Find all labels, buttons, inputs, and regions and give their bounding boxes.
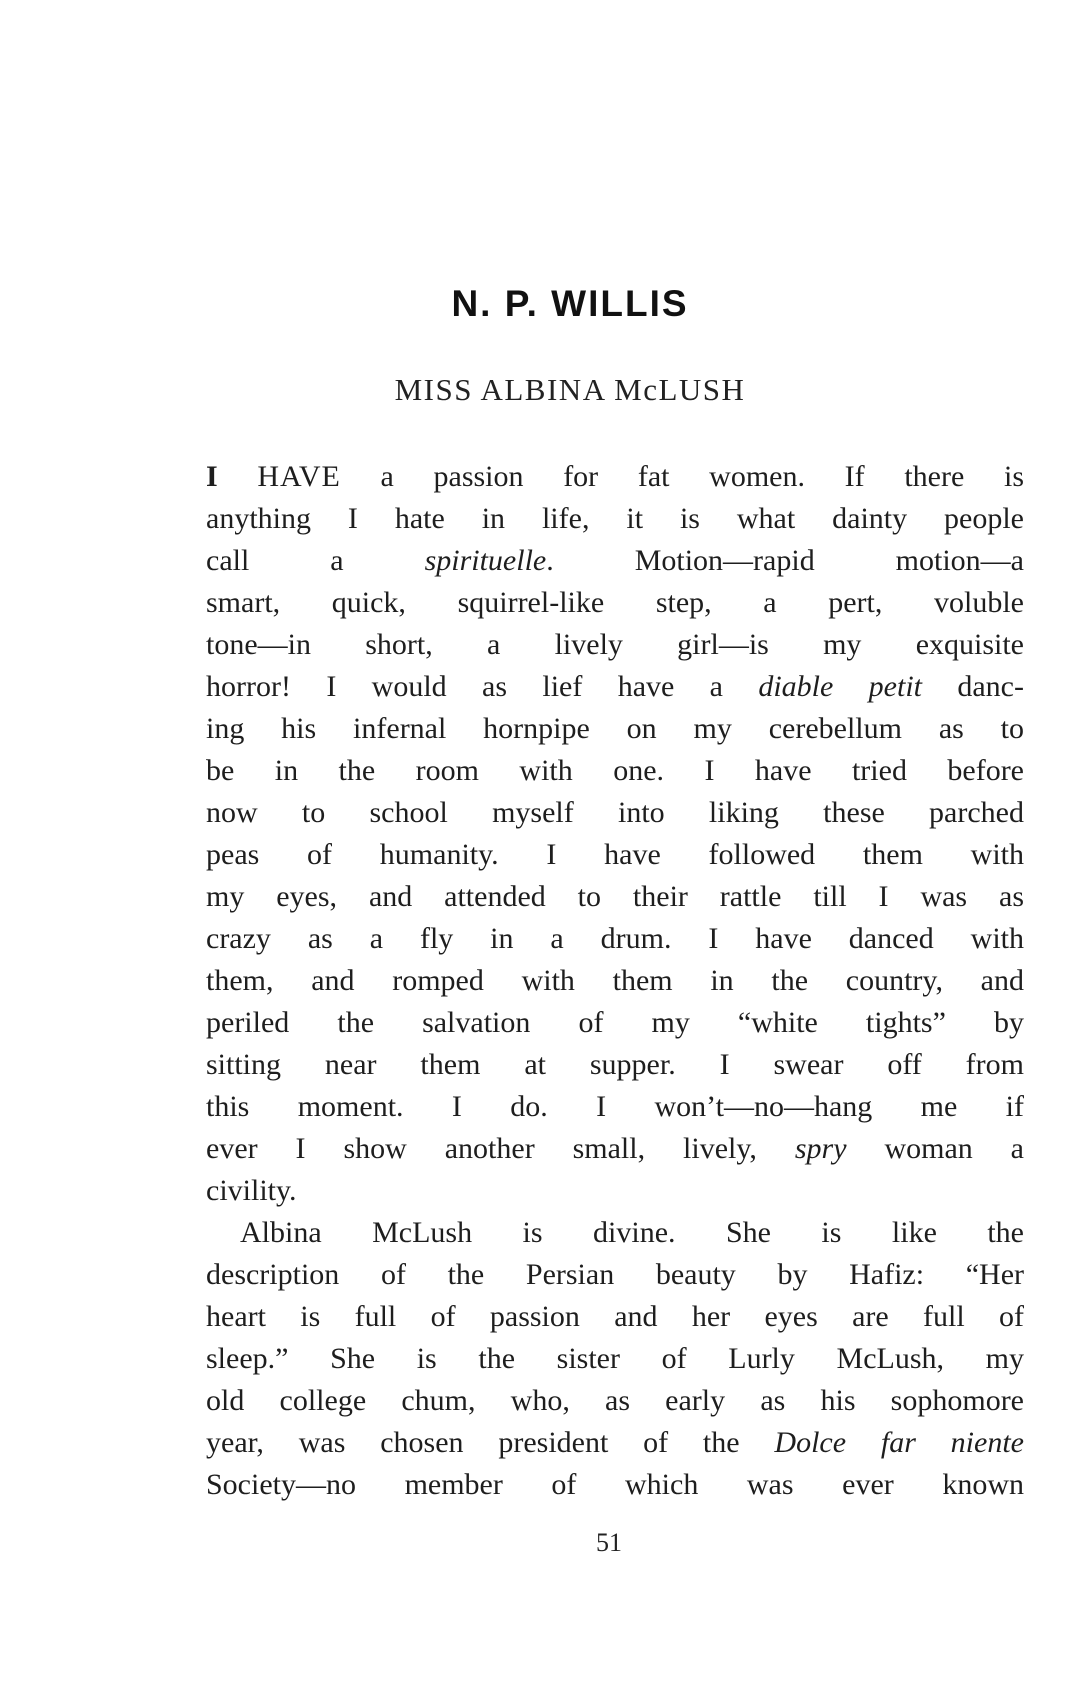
text-line: crazy as a fly in a drum. I have danced with: [206, 922, 1024, 955]
text-line: [206, 1128, 1024, 1170]
text-line: smart, quick, squirrel-like step, a pert, voluble: [206, 586, 1024, 619]
page-number: 51: [596, 1528, 622, 1557]
italic-phrase: Dolce far niente: [774, 1426, 1024, 1459]
text-line: [206, 1422, 1024, 1464]
text-line: tone—in short, a lively girl—is my exquisite: [206, 628, 1024, 661]
text-line: [206, 540, 1024, 582]
text-line: now to school myself into liking these parched: [206, 796, 1024, 829]
author-heading: N. P. WILLIS: [451, 283, 689, 324]
text-line: description of the Persian beauty by Hafiz: “Her: [206, 1258, 1024, 1291]
text-line: [206, 666, 1024, 708]
text-line: Society—no member of which was ever known: [206, 1468, 1024, 1501]
text-line: heart is full of passion and her eyes are full of: [206, 1300, 1024, 1333]
text-line: civility.: [206, 1174, 297, 1207]
text-line: sitting near them at supper. I swear off from: [206, 1048, 1024, 1081]
italic-phrase: spirituelle: [424, 544, 547, 577]
line-text: year, was chosen president of the: [206, 1426, 775, 1459]
line-text: ever I show another small, lively,: [206, 1132, 795, 1165]
body-text: [206, 456, 1024, 1506]
text-line: ing his infernal hornpipe on my cerebellum as to: [206, 712, 1024, 745]
italic-phrase: diable petit: [758, 670, 923, 703]
opening-letter: I: [206, 460, 218, 493]
line-text: danc-: [922, 670, 1024, 703]
text-line: periled the salvation of my “white tights” by: [206, 1006, 1024, 1039]
text-line: sleep.” She is the sister of Lurly McLush, my: [206, 1342, 1024, 1375]
line-text: horror! I would as lief have a: [206, 670, 759, 703]
text-line: them, and romped with them in the country, and: [206, 964, 1024, 997]
line-text: a passion for fat women. If there is: [340, 460, 1024, 493]
story-title: MISS ALBINA McLUSH: [394, 372, 746, 407]
text-line: this moment. I do. I won’t—no—hang me if: [206, 1090, 1024, 1123]
text-line: be in the room with one. I have tried before: [206, 754, 1024, 787]
text-line: [206, 456, 1024, 498]
line-text: . Motion—rapid motion—a: [546, 544, 1024, 577]
italic-phrase: spry: [794, 1132, 847, 1165]
text-line: anything I hate in life, it is what dainty people: [206, 502, 1024, 535]
line-text: woman a: [846, 1132, 1024, 1165]
line-text: call a: [206, 544, 425, 577]
text-line: my eyes, and attended to their rattle till I was as: [206, 880, 1024, 913]
opening-word-smallcaps: HAVE: [257, 460, 341, 493]
text-line: peas of humanity. I have followed them with: [206, 838, 1024, 871]
text-line: old college chum, who, as early as his sophomore: [206, 1384, 1024, 1417]
text-line: Albina McLush is divine. She is like the: [240, 1216, 1024, 1249]
